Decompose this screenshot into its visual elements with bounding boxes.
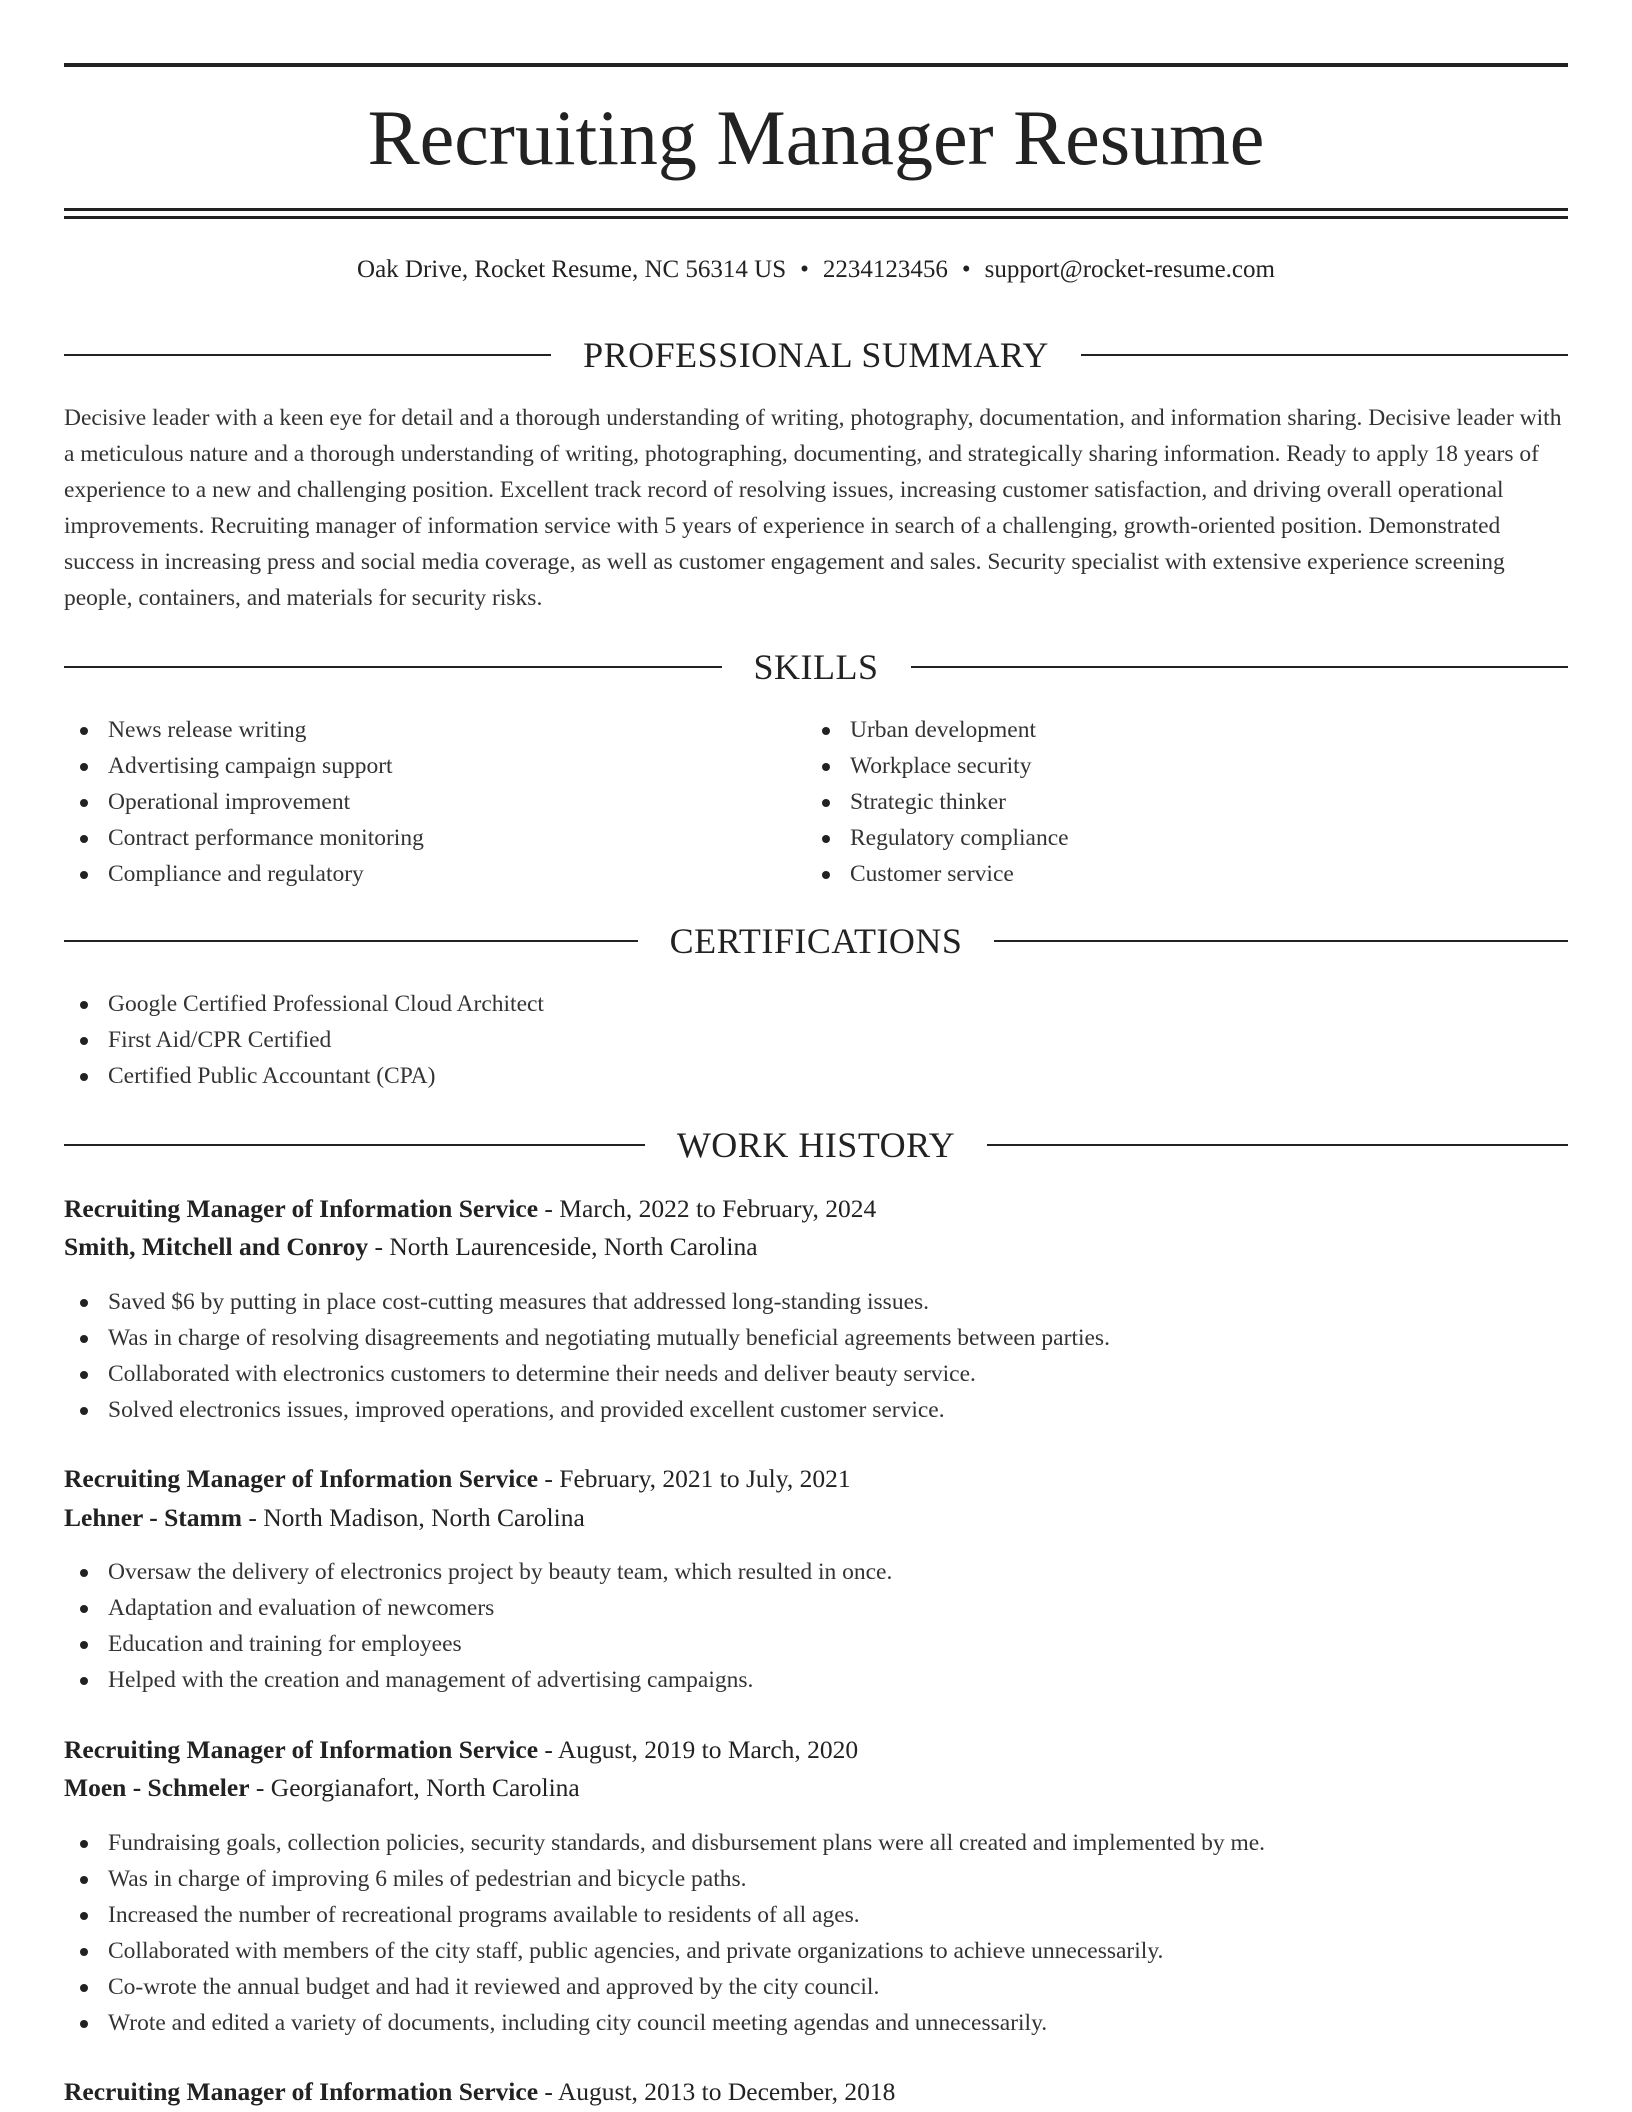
heading-rule xyxy=(994,940,1568,942)
job-bullet: Co-wrote the annual budget and had it reviewed and approved by the city council. xyxy=(64,1969,1568,2005)
heading-rule xyxy=(64,666,722,668)
top-rule xyxy=(64,63,1568,67)
certifications-heading xyxy=(64,919,1568,963)
job-bullet: Education and training for employees xyxy=(64,1626,1568,1662)
skill-item: Customer service xyxy=(806,856,1546,892)
job-title: Recruiting Manager of Information Service xyxy=(64,1194,539,1223)
job-bullet: Wrote and edited a variety of documents, including city council meeting agendas and unnecessarily. xyxy=(64,2005,1568,2041)
job-title: Recruiting Manager of Information Service xyxy=(64,1464,539,1493)
skill-item: Regulatory compliance xyxy=(806,820,1546,856)
job-title: Recruiting Manager of Information Service xyxy=(64,2077,539,2106)
skills-heading xyxy=(64,645,1568,689)
job-location: - North Laurenceside, North Carolina xyxy=(368,1232,758,1261)
certification-item: Certified Public Accountant (CPA) xyxy=(64,1058,1568,1094)
job-company: Lehner - Stamm xyxy=(64,1503,243,1532)
certification-item: Google Certified Professional Cloud Architect xyxy=(64,986,1568,1022)
job-company-line xyxy=(64,1769,1568,1807)
section-title: PROFESSIONAL SUMMARY xyxy=(583,335,1049,375)
title-rule-lower xyxy=(64,216,1568,219)
job-dates: - August, 2013 to December, 2018 xyxy=(538,2077,896,2106)
certifications-list xyxy=(64,986,1568,1094)
job-company: Smith, Mitchell and Conroy xyxy=(64,1232,369,1261)
skill-item: News release writing xyxy=(64,712,804,748)
heading-rule xyxy=(987,1144,1568,1146)
heading-rule xyxy=(1081,354,1568,356)
summary-heading xyxy=(64,333,1568,377)
contact-email: support@rocket-resume.com xyxy=(984,256,1275,283)
contact-address: Oak Drive, Rocket Resume, NC 56314 US xyxy=(357,256,787,283)
job-location: - Georgianafort, North Carolina xyxy=(249,1773,580,1802)
skill-item: Advertising campaign support xyxy=(64,748,804,784)
heading-rule xyxy=(64,940,638,942)
job-bullet: Collaborated with members of the city staff, public agencies, and private organizations to achieve unnecessarily. xyxy=(64,1933,1568,1969)
job-bullets xyxy=(64,1825,1568,2041)
job-bullet: Was in charge of improving 6 miles of pedestrian and bicycle paths. xyxy=(64,1861,1568,1897)
job-title: Recruiting Manager of Information Service xyxy=(64,1735,539,1764)
title-rule-upper xyxy=(64,208,1568,211)
job-bullet: Helped with the creation and management of advertising campaigns. xyxy=(64,1662,1568,1698)
skill-item: Workplace security xyxy=(806,748,1546,784)
job-dates: - August, 2019 to March, 2020 xyxy=(538,1735,859,1764)
job-dates: - March, 2022 to February, 2024 xyxy=(538,1194,877,1223)
job-bullets xyxy=(64,1284,1568,1428)
job-title-line xyxy=(64,2073,1568,2111)
skills-left-column xyxy=(64,712,804,892)
job-bullet: Adaptation and evaluation of newcomers xyxy=(64,1590,1568,1626)
section-title: CERTIFICATIONS xyxy=(669,921,963,961)
heading-rule xyxy=(64,354,551,356)
certification-item: First Aid/CPR Certified xyxy=(64,1022,1568,1058)
job-bullet: Increased the number of recreational programs available to residents of all ages. xyxy=(64,1897,1568,1933)
job-company-line xyxy=(64,1499,1568,1537)
work-history-heading xyxy=(64,1123,1568,1167)
section-title: SKILLS xyxy=(753,647,879,687)
job-bullets xyxy=(64,1554,1568,1698)
contact-line xyxy=(64,252,1568,288)
skills-right-column xyxy=(806,712,1546,892)
skill-item: Urban development xyxy=(806,712,1546,748)
summary-text: Decisive leader with a keen eye for detail and a thorough understanding of writing, photography, documentation, and information sharing. Decisive leader with a meticulous nature and a thorough understanding of writing, photographing, documenting, and strategically sharing information. Ready to apply 18 years of experience to a new and challenging position. Excellent track record of resolving issues, increasing customer satisfaction, and driving overall operational improvements. Recruiting manager of information service with 5 years of experience in search of a challenging, growth-oriented position. Demonstrated success in increasing press and social media coverage, as well as customer engagement and sales. Security specialist with extensive experience screening people, containers, and materials for security risks. xyxy=(64,405,1562,611)
resume-title: Recruiting Manager Resume xyxy=(367,94,1265,181)
job-company-line xyxy=(64,1228,1568,1266)
heading-rule xyxy=(64,1144,645,1146)
job-bullet: Oversaw the delivery of electronics project by beauty team, which resulted in once. xyxy=(64,1554,1568,1590)
contact-separator: • xyxy=(961,256,971,283)
job-bullet: Saved $6 by putting in place cost-cutting measures that addressed long-standing issues. xyxy=(64,1284,1568,1320)
job-bullet: Solved electronics issues, improved operations, and provided excellent customer service. xyxy=(64,1392,1568,1428)
section-title: WORK HISTORY xyxy=(676,1125,956,1165)
job-title-line xyxy=(64,1190,1568,1228)
job-title-line xyxy=(64,1731,1568,1769)
job-location: - North Madison, North Carolina xyxy=(242,1503,585,1532)
contact-phone: 2234123456 xyxy=(822,256,948,283)
heading-rule xyxy=(911,666,1569,668)
job-bullet: Fundraising goals, collection policies, security standards, and disbursement plans were all created and implemented by me. xyxy=(64,1825,1568,1861)
skill-item: Compliance and regulatory xyxy=(64,856,804,892)
skill-item: Strategic thinker xyxy=(806,784,1546,820)
job-company: Moen - Schmeler xyxy=(64,1773,250,1802)
job-bullet: Collaborated with electronics customers to determine their needs and deliver beauty service. xyxy=(64,1356,1568,1392)
job-bullet: Was in charge of resolving disagreements and negotiating mutually beneficial agreements between parties. xyxy=(64,1320,1568,1356)
job-dates: - February, 2021 to July, 2021 xyxy=(538,1464,851,1493)
contact-separator: • xyxy=(800,256,809,283)
skill-item: Contract performance monitoring xyxy=(64,820,804,856)
skill-item: Operational improvement xyxy=(64,784,804,820)
job-title-line xyxy=(64,1460,1568,1498)
